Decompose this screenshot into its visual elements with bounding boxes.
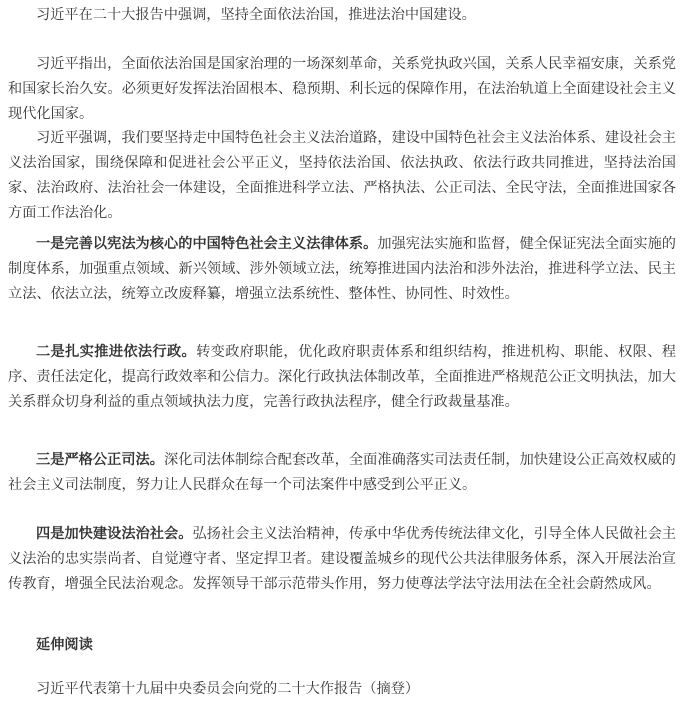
- paragraph-point-one: [8, 232, 676, 307]
- paragraph-lead: 三是严格公正司法。: [36, 452, 165, 468]
- paragraph-rule-of-law-revolution: [8, 52, 676, 127]
- paragraph-text: 转变政府职能，优化政府职责体系和组织结构，推进机构、职能、权限、程序、责任法定化，提高行政效率和公信力。深化行政执法体制改革，全面推进严格规范公正文明执法，加大关系群众切身利益的重点领域执法力度，完善行政执法程序，健全行政裁量基准。: [8, 344, 676, 410]
- paragraph-lead: 四是加快建设法治社会。: [36, 526, 193, 542]
- paragraph-lead: 一是完善以宪法为核心的中国特色社会主义法律体系。: [36, 236, 378, 252]
- paragraph-point-two: [8, 340, 676, 415]
- paragraph-intro: [8, 3, 676, 28]
- extended-reading-heading: 延伸阅读: [36, 637, 93, 653]
- paragraph-text: 习近平指出，全面依法治国是国家治理的一场深刻革命，关系党执政兴国，关系人民幸福安康，关系党和国家长治久安。必须更好发挥法治固根本、稳预期、利长远的保障作用，在法治轨道上全面建设社会主义现代化国家。: [8, 56, 676, 122]
- paragraph-text: 深化司法体制综合配套改革，全面准确落实司法责任制，加快建设公正高效权威的社会主义司法制度，努力让人民群众在每一个司法案件中感受到公平正义。: [8, 452, 676, 493]
- paragraph-text: 加强宪法实施和监督，健全保证宪法全面实施的制度体系，加强重点领域、新兴领域、涉外领域立法，统筹推进国内法治和涉外法治，推进科学立法、民主立法、依法立法，统筹立改废释纂，增强立法系统性、整体性、协同性、时效性。: [8, 236, 676, 302]
- paragraph-lead: 二是扎实推进依法行政。: [36, 344, 197, 360]
- paragraph-socialist-rule-of-law-path: [8, 126, 676, 226]
- paragraph-text: 弘扬社会主义法治精神，传承中华优秀传统法律文化，引导全体人民做社会主义法治的忠实崇尚者、自觉遵守者、坚定捍卫者。建设覆盖城乡的现代公共法律服务体系，深入开展法治宣传教育，增强全民法治观念。发挥领导干部示范带头作用，努力使尊法学法守法用法在全社会蔚然成风。: [8, 526, 676, 592]
- paragraph-text: 习近平在二十大报告中强调，坚持全面依法治国，推进法治中国建设。: [36, 7, 476, 23]
- paragraph-text: 习近平强调，我们要坚持走中国特色社会主义法治道路，建设中国特色社会主义法治体系、建设社会主义法治国家，围绕保障和促进社会公平正义，坚持依法治国、依法执政、依法行政共同推进，坚持法治国家、法治政府、法治社会一体建设，全面推进科学立法、严格执法、公正司法、全民守法，全面推进国家各方面工作法治化。: [8, 130, 676, 221]
- extended-reading-link[interactable]: 习近平代表第十九届中央委员会向党的二十大作报告（摘登）: [36, 681, 420, 697]
- paragraph-point-four: [8, 522, 676, 597]
- paragraph-point-three: [8, 448, 676, 498]
